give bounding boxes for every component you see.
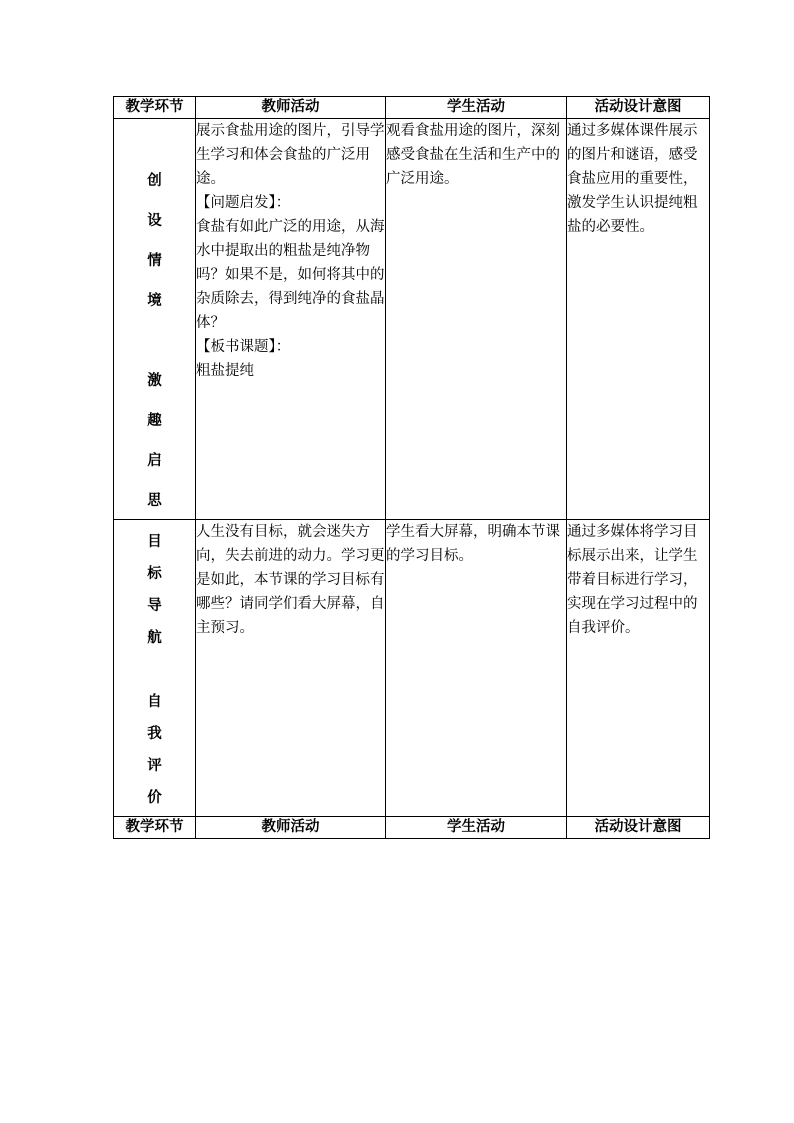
teacher-activity-cell: 人生没有目标，就会迷失方向，失去前进的动力。学习更是如此，本节课的学习目标有哪些？请同学们看大屏幕，自主预习。 (196, 520, 386, 817)
footer-stage: 教学环节 (114, 817, 196, 839)
header-student-activity: 学生活动 (386, 97, 567, 119)
stage-char: 设 (147, 213, 162, 229)
header-teacher-activity: 教师活动 (196, 97, 386, 119)
design-intent-cell: 通过多媒体将学习目标展示出来，让学生带着目标进行学习，实现在学习过程中的自我评价。 (567, 520, 710, 817)
stage-char: 情 (147, 253, 162, 269)
stage-char: 自 (147, 694, 162, 710)
stage-char: 导 (147, 598, 162, 614)
design-intent-cell: 通过多媒体课件展示的图片和谜语，感受食盐应用的重要性，激发学生认识提纯粗盐的必要性。 (567, 119, 710, 520)
stage-char: 启 (147, 453, 162, 469)
stage-char: 我 (147, 726, 162, 742)
stage-char: 标 (147, 566, 162, 582)
stage-char: 价 (147, 790, 162, 806)
header-stage: 教学环节 (114, 97, 196, 119)
footer-student-activity: 学生活动 (386, 817, 567, 839)
student-activity-cell: 学生看大屏幕，明确本节课的学习目标。 (386, 520, 567, 817)
header-design-intent: 活动设计意图 (567, 97, 710, 119)
stage-cell-goal-navigation (114, 520, 196, 817)
stage-char: 目 (147, 534, 162, 550)
lesson-plan-table (113, 96, 710, 839)
stage-char: 创 (147, 173, 162, 189)
table-row (114, 119, 710, 520)
stage-char: 航 (147, 630, 162, 646)
stage-char: 激 (147, 373, 162, 389)
stage-char: 趣 (147, 413, 162, 429)
footer-design-intent: 活动设计意图 (567, 817, 710, 839)
table-header-row (114, 97, 710, 119)
table-row (114, 520, 710, 817)
teacher-activity-cell: 展示食盐用途的图片，引导学生学习和体会食盐的广泛用途。 【问题启发】： 食盐有如此广泛的用途，从海水中提取出的粗盐是纯净物吗？如果不是，如何将其中的杂质除去，得到纯净的食盐晶体？ 【板书课题】： 粗盐提纯 (196, 119, 386, 520)
stage-char: 思 (147, 493, 162, 509)
footer-teacher-activity: 教师活动 (196, 817, 386, 839)
stage-cell-create-context (114, 119, 196, 520)
table-footer-row (114, 817, 710, 839)
student-activity-cell: 观看食盐用途的图片，深刻感受食盐在生活和生产中的广泛用途。 (386, 119, 567, 520)
stage-char: 境 (147, 293, 162, 309)
stage-char: 评 (147, 758, 162, 774)
